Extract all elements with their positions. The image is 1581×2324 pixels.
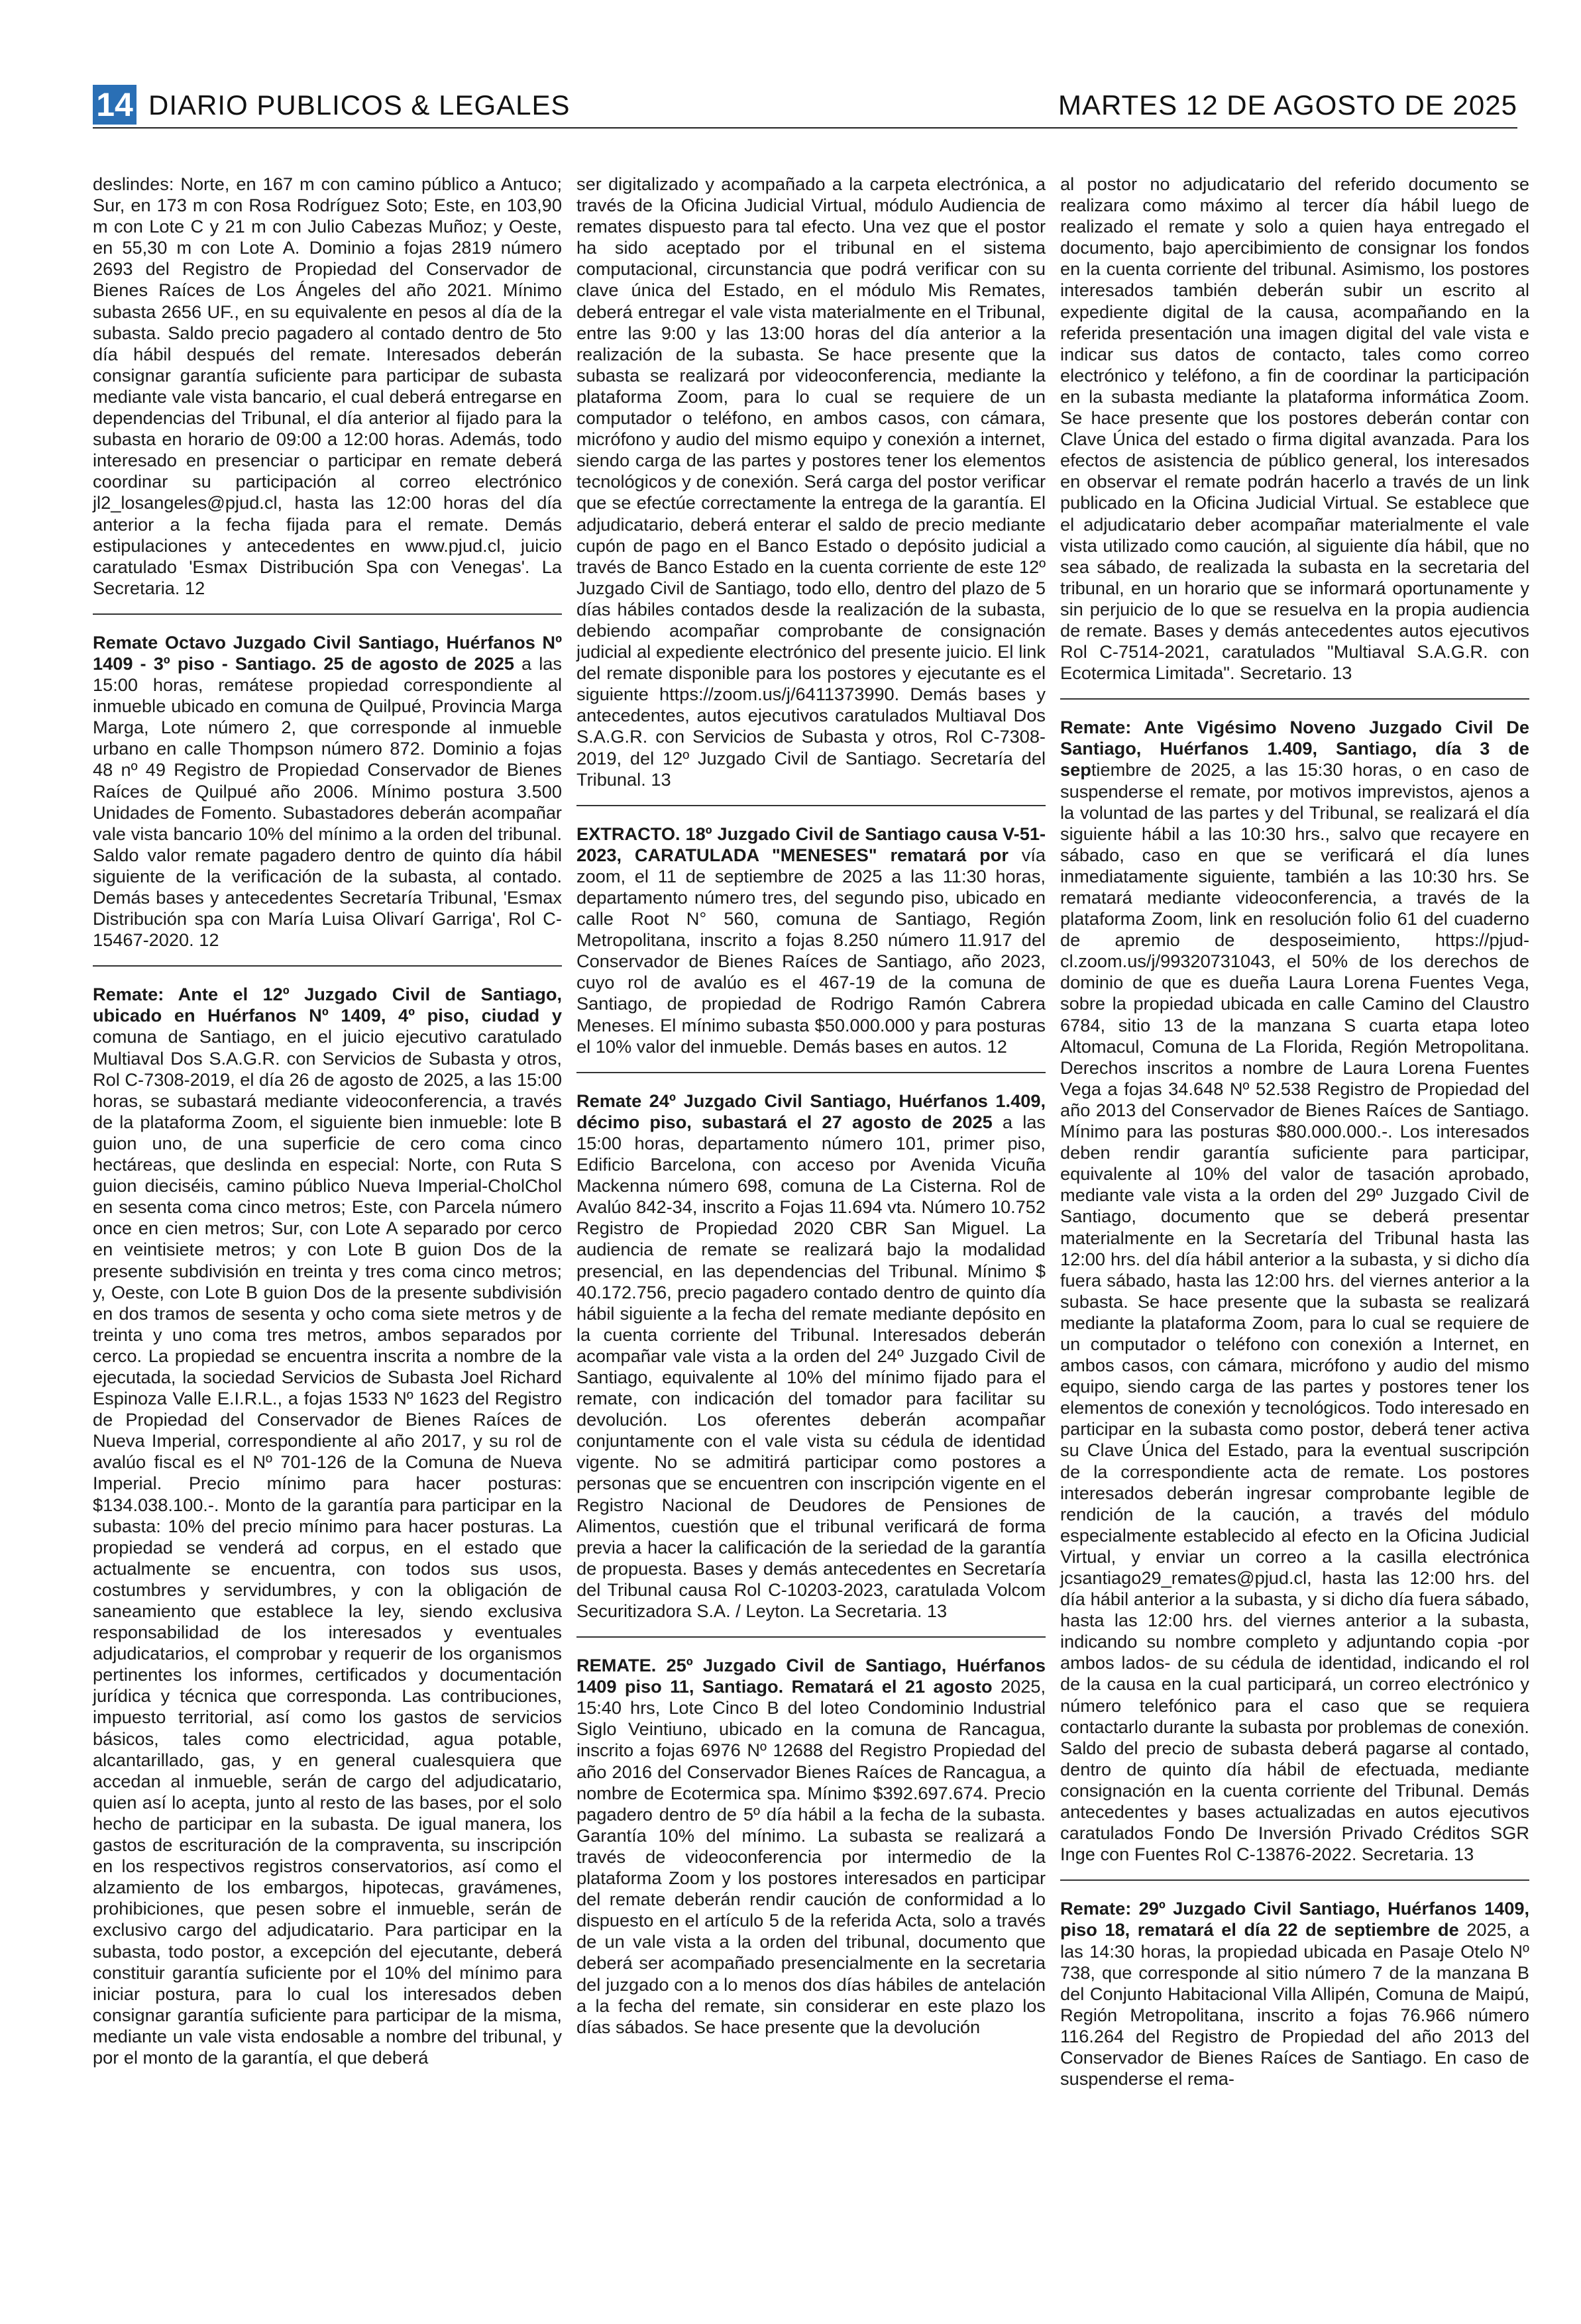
notice-divider — [576, 1072, 1046, 1073]
notice-divider — [1060, 698, 1529, 700]
notice-body: deslindes: Norte, en 167 m con camino público a Antuco; Sur, en 173 m con Rosa Rodríguez Soto; Este, en 103,90 m con Lote C y 21 m con Julio Cabezas Muñoz; y Oeste, en 55,30 m con Lote A. Dominio a fojas 2819 número 2693 del Registro de Propiedad del Conservador de Bienes Raíces de Los Ángeles del año 2021. Mínimo subasta 2656 UF., en su equivalente en pesos al día de la subasta. Saldo precio pagadero al contado dentro de 5to día hábil después del remate. Interesados deberán consignar garantía suficiente para participar de subasta mediante vale vista bancario, el cual deberá entregarse en dependencias del Tribunal, el día anterior al fijado para la subasta en horario de 09:00 a 12:00 horas. Además, todo interesado en presenciar o participar en remate deberá coordinar su participación al correo electrónico jl2_losangeles@pjud.cl, hasta las 12:00 horas del día anterior a la fecha fijada para el remate. Demás estipulaciones y antecedentes en www.pjud.cl, juicio caratulado 'Esmax Distribución Spa con Venegas'. La Secretaria. 12 — [93, 174, 562, 598]
notice-heading: EXTRACTO. 18º Juzgado Civil de Santiago causa V-51-2023, CARATULADA "MENESES" rematará por — [576, 823, 1046, 865]
notice-heading: REMATE. 25º Juzgado Civil de Santiago, Huérfanos 1409 piso 11, Santiago. Rematará el 21 agosto — [576, 1655, 1046, 1697]
column-1 — [93, 174, 562, 2068]
notice-body: al postor no adjudicatario del referido documento se realizara como máximo al tercer día hábil luego de realizado el remate y solo a quien haya entregado el documento, bajo apercibimiento de consignar los fondos en la cuenta corriente del tribunal. Asimismo, los postores interesados también deberán subir un escrito al expediente digital de la causa, acompañando en la referida presentación una imagen digital del vale vista e indicar sus datos de contacto, tales como correo electrónico y teléfono, a fin de coordinar la participación en la subasta mediante la plataforma informática Zoom. Se hace presente que los postores deberán contar con Clave Única del estado o firma digital avanzada. Para los efectos de asistencia de público general, los interesados en observar el remate podrán hacerlo a través de un link publicado en la Oficina Judicial Virtual. Se establece que el adjudicatario deber acompañar materialmente el vale vista utilizado como caución, al siguiente día hábil, que no sea sábado, de realizada la subasta en la secretaria del tribunal, en un horario que se informará oportunamente y sin perjuicio de lo que se resuelva en la propia audiencia de remate. Bases y demás antecedentes autos ejecutivos Rol C-7514-2021, caratulados "Multiaval S.A.G.R. con Ecotermica Limitada". Secretario. 13 — [1060, 174, 1529, 684]
notice — [93, 984, 562, 2068]
notice-divider — [576, 805, 1046, 806]
notice-body: a las 15:00 horas, departamento número 101, primer piso, Edificio Barcelona, con acceso por Avenida Vicuña Mackenna número 698, comuna de La Cisterna. Rol de Avalúo 842-34, inscrito a Fojas 11.694 vta. Número 10.752 Registro de Propiedad 2020 CBR San Miguel. La audiencia de remate se realizará bajo la modalidad presencial, en las dependencias del Tribunal. Mínimo $ 40.172.756, precio pagadero contado dentro de quinto día hábil siguiente a la fecha del remate mediante depósito en la cuenta corriente del Tribunal. Interesados deberán acompañar vale vista a la orden del 24º Juzgado Civil de Santiago, equivalente al 10% del mínimo fijado para el remate, con indicación del tomador para facilitar su devolución. Los oferentes deberán acompañar conjuntamente con el vale vista su cédula de identidad vigente. No se admitirá participar como postores a personas que se encuentren con inscripción vigente en el Registro Nacional de Deudores de Pensiones de Alimentos, cuestión que el tribunal verificará de forma previa a hacer la calificación de la seriedad de la garantía de propuesta. Bases y demás antecedentes en Secretaría del Tribunal causa Rol C-10203-2023, caratulada Volcom Securitizadora S.A. / Leyton. La Secretaria. 13 — [576, 1111, 1046, 1621]
notice — [1060, 1898, 1529, 2089]
notice-continuation — [576, 174, 1046, 790]
header-divider — [93, 127, 1517, 129]
notice-heading: Remate: 29º Juzgado Civil Santiago, Huérfanos 1409, piso 18, rematará el día 22 de septiembre de — [1060, 1898, 1529, 1940]
notice-continuation — [1060, 174, 1529, 684]
notice-body: a las 15:00 horas, remátese propiedad correspondiente al inmueble ubicado en comuna de Quilpué, Provincia Marga Marga, Lote número 2, que corresponde al inmueble urbano en calle Thompson número 872. Dominio a fojas 48 nº 49 Registro de Propiedad Conservador de Bienes Raíces de Quilpué año 2006. Mínimo postura 3.500 Unidades de Fomento. Subastadores deberán acompañar vale vista bancario 10% del mínimo a la orden del tribunal. Saldo valor remate pagadero dentro de quinto día hábil siguiente de la verificación de la subasta, al contado. Demás bases y antecedentes Secretaría Tribunal, 'Esmax Distribución spa con María Luisa Olivarí Garriga', Rol C-15467-2020. 12 — [93, 653, 563, 951]
notice — [93, 632, 562, 951]
notice-divider — [93, 965, 562, 967]
notice — [576, 1090, 1046, 1622]
column-2 — [576, 174, 1046, 2038]
notice-body: tiembre de 2025, a las 15:30 horas, o en caso de suspenderse el remate, por motivos imprevistos, ajenos a la voluntad de las partes y del Tribunal, se realizará el día siguiente hábil a las 10:30 hrs., salvo que recayere en sábado, caso en que se verificará el día lunes inmediatamente siguiente, también a las 10:30 hrs. Se rematará mediante videoconferencia, a través de la plataforma Zoom, link en resolución folio 61 del cuaderno de apremio de desposeimiento, https://pjud-cl.zoom.us/j/99320731043, el 50% de los derechos de dominio de que es dueña Laura Lorena Fuentes Vega, sobre la propiedad ubicada en calle Camino del Claustro 6784, sitio 13 de la manzana S cuarta etapa loteo Altomacul, Comuna de La Florida, Región Metropolitana. Derechos inscritos a nombre de Laura Lorena Fuentes Vega a fojas 34.648 Nº 52.538 Registro de Propiedad del año 2013 del Conservador de Bienes Raíces de Santiago. Mínimo para las posturas $80.000.000.-. Los interesados deben rendir garantía suficiente para participar, equivalente al 10% del valor de tasación aprobado, mediante vale vista a la orden del 29º Juzgado Civil de Santiago, documento que se deberá presentar materialmente en la Secretaría del Tribunal hasta las 12:00 hrs. del día hábil anterior a la subasta, y si dicho día fuera sábado, hasta las 12:00 hrs. del viernes anterior a la subasta. Se hace presente que la subasta se realizará mediante la plataforma Zoom, para lo cual se requiere de un computador o teléfono con conexión a Internet, en ambos casos, con cámara, micrófono y audio del mismo equipo, siendo carga de las partes y postores tener los elementos de conexión y tecnológicos. Todo interesado en participar en la subasta como postor, deberá tener activa su Clave Única del Estado, para la eventual suscripción de la correspondiente acta de remate. Los postores interesados deberán ingresar comprobante legible de rendición de la caución, a través del módulo especialmente establecido al efecto en la Oficina Judicial Virtual, y enviar un correo a la casilla electrónica jcsantiago29_remates@pjud.cl, hasta las 12:00 hrs. del día hábil anterior a la subasta, y si dicho día fuera sábado, hasta las 12:00 hrs. del viernes anterior a la subasta, indicando su nombre completo y adjuntando copia -por ambos lados- de su cédula de identidad, indicando el rol de la causa en la cual participará, un correo electrónico y número telefónico para el caso que se requiera contactarlo durante la subasta por problemas de conexión. Saldo del precio de subasta deberá pagarse al contado, dentro de quinto día hábil de efectuada, mediante consignación en la cuenta corriente del Tribunal. Demás antecedentes y bases actualizadas en autos ejecutivos caratulados Fondo De Inversión Privado Créditos SGR Inge con Fuentes Rol C-13876-2022. Secretaria. 13 — [1060, 759, 1529, 1865]
notice-body: 2025, 15:40 hrs, Lote Cinco B del loteo Condominio Industrial Siglo Veintiuno, ubicado en la comuna de Rancagua, inscrito a fojas 6976 Nº 12688 del Registro Propiedad del año 2016 del Conservador Bienes Raíces de Rancagua, a nombre de Ecotermica spa. Mínimo $392.697.674. Precio pagadero dentro de 5º día hábil a la fecha de la subasta. Garantía 10% del mínimo. La subasta se realizará a través de videoconferencia por intermedio de la plataforma Zoom y los postores interesados en participar del remate deberán rendir caución de conformidad a lo dispuesto en el artículo 5 de la referida Acta, solo a través de un vale vista a la orden del tribunal, documento que deberá ser acompañado presencialmente en la secretaria del juzgado con a lo menos dos días hábiles de antelación a la fecha del remate, sin considerar en este plazo los días sábados. Se hace presente que la devolución — [576, 1676, 1046, 2037]
page-header — [93, 85, 1517, 125]
notice-body: vía zoom, el 11 de septiembre de 2025 a las 11:30 horas, departamento número tres, del segundo piso, ubicado en calle Root N° 560, comuna de Santiago, Región Metropolitana, inscrito a fojas 8.250 número 11.917 del Conservador de Bienes Raíces de Santiago, año 2023, cuyo rol de avalúo es el 467-19 de la comuna de Santiago, de propiedad de Rodrigo Ramón Cabrera Meneses. El mínimo subasta $50.000.000 y para posturas el 10% valor del inmueble. Demás bases en autos. 12 — [576, 844, 1046, 1057]
notice-body: 2025, a las 14:30 horas, la propiedad ubicada en Pasaje Otelo Nº 738, que corresponde al sitio número 7 de la manzana B del Conjunto Habitacional Villa Allipén, Comuna de Maipú, Región Metropolitana, inscrito a fojas 76.966 número 116.264 del Registro de Propiedad del año 2013 del Conservador de Bienes Raíces de Santiago. En caso de suspenderse el rema- — [1060, 1919, 1529, 2089]
notice-divider — [576, 1636, 1046, 1638]
notice — [576, 1655, 1046, 2038]
notice — [1060, 717, 1529, 1865]
publication-date: MARTES 12 DE AGOSTO DE 2025 — [1058, 89, 1517, 121]
notice — [576, 823, 1046, 1057]
notice-heading: Remate Octavo Juzgado Civil Santiago, Huérfanos Nº 1409 - 3º piso - Santiago. 25 de agosto de 2025 — [93, 631, 562, 674]
notice-heading: Remate: Ante Vigésimo Noveno Juzgado Civil De Santiago, Huérfanos 1.409, Santiago, día 3 de sep — [1060, 717, 1529, 780]
publication-name: DIARIO PUBLICOS & LEGALES — [148, 89, 571, 121]
notice-divider — [93, 613, 562, 615]
notice-body: comuna de Santiago, en el juicio ejecutivo caratulado Multiaval Dos S.A.G.R. con Servicios de Subasta y otros, Rol C-7308-2019, el día 26 de agosto de 2025, a las 15:00 horas, se subastará mediante videoconferencia, a través de la plataforma Zoom, el siguiente bien inmueble: lote B guion uno, de una superficie de cero coma cinco hectáreas, que deslinda en especial: Norte, con Ruta S guion dieciséis, camino público Nueva Imperial-CholChol en sesenta coma cinco metros; Este, con Parcela número once en cien metros; Sur, con Lote A separado por cerco en veintisiete metros; y con Lote B guion Dos de la presente subdivisión en treinta y tres coma cinco metros; y, Oeste, con Lote B guion Dos de la presente subdivisión en dos tramos de sesenta y ocho coma siete metros y de treinta y uno coma tres metros, ambos separados por cerco. La propiedad se encuentra inscrita a nombre de la ejecutada, la sociedad Servicios de Subasta Joel Richard Espinoza Valle E.I.R.L., a fojas 1533 Nº 1623 del Registro de Propiedad del Conservador de Bienes Raíces de Nueva Imperial, correspondiente al año 2017, y su rol de avalúo fiscal es el Nº 701-126 de la Comuna de Nueva Imperial. Precio mínimo para hacer posturas: $134.038.100.-. Monto de la garantía para participar en la subasta: 10% del precio mínimo para hacer posturas. La propiedad se venderá ad corpus, en el estado que actualmente se encuentra, con todos sus usos, costumbres y servidumbres, y con la obligación de saneamiento que establece la ley, siendo exclusiva responsabilidad de los interesados y eventuales adjudicatarios, el comprobar y requerir de los organismos pertinentes los informes, certificados y documentación jurídica y técnica que corresponda. Las contribuciones, impuesto territorial, así como los gastos de servicios básicos, tales como electricidad, agua potable, alcantarillado, gas, y en general cualesquiera que accedan al inmueble, serán de cargo del adjudicatario, quien así lo acepta, junto al resto de las bases, por el solo hecho de participar en la subasta. De igual manera, los gastos de escrituración de la compraventa, su inscripción en los respectivos registros conservatorios, así como el alzamiento de los embargos, hipotecas, gravámenes, prohibiciones, que pesen sobre el inmueble, serán de exclusivo cargo del adjudicatario. Para participar en la subasta, todo postor, a excepción del ejecutante, deberá constituir garantía suficiente por el 10% del mínimo para iniciar postura, para lo cual los interesados deben consignar garantía suficiente para participar de la misma, mediante un vale vista endosable a nombre del tribunal, y por el monto de la garantía, el que deberá — [93, 1026, 562, 2068]
notice-heading: Remate: Ante el 12º Juzgado Civil de Santiago, ubicado en Huérfanos Nº 1409, 4º piso, ciudad y — [93, 984, 562, 1026]
notice-body: ser digitalizado y acompañado a la carpeta electrónica, a través de la Oficina Judicial Virtual, módulo Audiencia de remates dispuesto para tal efecto. Una vez que el postor ha sido aceptado por el tribunal en el sistema computacional, circunstancia que podrá verificar con su clave única del Estado, en el módulo Mis Remates, deberá entregar el vale vista materialmente en el Tribunal, entre las 9:00 y las 13:00 horas del día anterior a la realización de la subasta. Se hace presente que la subasta se realizará por videoconferencia, mediante la plataforma Zoom, para lo cual se requiere de un computador o teléfono, en ambos casos, con cámara, micrófono y audio del mismo equipo y conexión a internet, siendo carga de las partes y postores tener los elementos tecnológicos y de conexión. Será carga del postor verificar que se efectúe correctamente la entrega de la garantía. El adjudicatario, deberá enterar el saldo de precio mediante cupón de pago en el Banco Estado o depósito judicial a través de Banco Estado en la cuenta corriente de este 12º Juzgado Civil de Santiago, todo ello, dentro del plazo de 5 días hábiles contados desde la realización de la subasta, debiendo acompañar comprobante de consignación judicial al expediente electrónico del presente juicio. El link del remate disponible para los postores y ejecutante es el siguiente https://zoom.us/j/6411373990. Demás bases y antecedentes, autos ejecutivos caratulados Multiaval Dos S.A.G.R. con Servicios de Subasta y otros, Rol C-7308-2019, del 12º Juzgado Civil de Santiago. Secretaría del Tribunal. 13 — [576, 174, 1046, 790]
notice-continuation — [93, 174, 562, 599]
notice-heading: Remate 24º Juzgado Civil Santiago, Huérfanos 1.409, décimo piso, subastará el 27 agosto de 2025 — [576, 1090, 1046, 1132]
column-3 — [1060, 174, 1529, 2089]
page-number: 14 — [93, 85, 136, 125]
notice-divider — [1060, 1879, 1529, 1881]
